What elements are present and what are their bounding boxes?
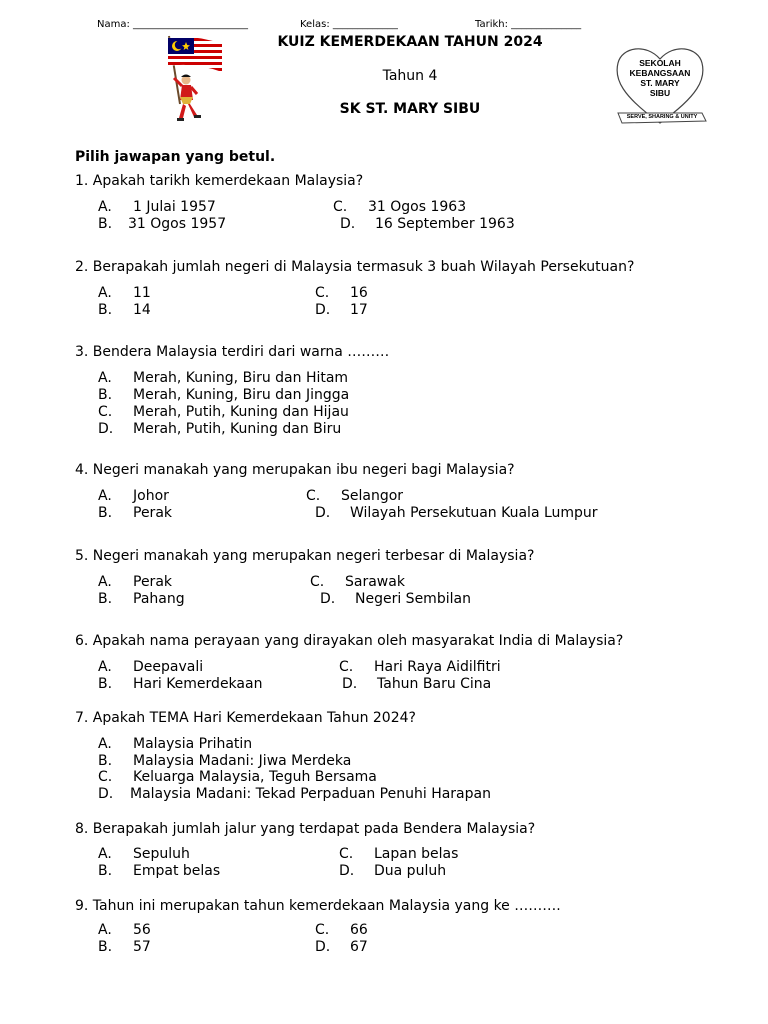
option-7c: C. Keluarga Malaysia, Teguh Bersama xyxy=(98,769,377,785)
question-2: 2. Berapakah jumlah negeri di Malaysia termasuk 3 buah Wilayah Persekutuan? xyxy=(75,259,635,275)
question-8: 8. Berapakah jumlah jalur yang terdapat pada Bendera Malaysia? xyxy=(75,821,536,837)
option-3a: A. Merah, Kuning, Biru dan Hitam xyxy=(98,370,349,386)
option-5d: D. Negeri Sembilan xyxy=(320,591,471,607)
question-5: 5. Negeri manakah yang merupakan negeri terbesar di Malaysia? xyxy=(75,548,535,564)
option-2a: A. 11 xyxy=(98,285,151,301)
option-1c: C. 31 Ogos 1963 xyxy=(333,199,467,215)
logo-text-line4: SIBU xyxy=(649,88,671,98)
school-name: SK ST. MARY SIBU xyxy=(339,101,481,117)
option-4a: A. Johor xyxy=(98,488,169,504)
option-7b: B. Malaysia Madani: Jiwa Merdeka xyxy=(98,753,352,769)
logo-motto: SERVE, SHARING & UNITY xyxy=(626,114,698,120)
question-7: 7. Apakah TEMA Hari Kemerdekaan Tahun 2024? xyxy=(75,710,416,726)
question-1: 1. Apakah tarikh kemerdekaan Malaysia? xyxy=(75,173,364,189)
page-title: KUIZ KEMERDEKAAN TAHUN 2024 xyxy=(277,34,543,50)
question-3: 3. Bendera Malaysia terdiri dari warna ……… xyxy=(75,344,390,360)
option-9c: C. 66 xyxy=(315,922,368,938)
question-4: 4. Negeri manakah yang merupakan ibu negeri bagi Malaysia? xyxy=(75,462,515,478)
question-9: 9. Tahun ini merupakan tahun kemerdekaan Malaysia yang ke ………. xyxy=(75,898,561,914)
school-logo xyxy=(612,41,708,131)
question-6: 6. Apakah nama perayaan yang dirayakan oleh masyarakat India di Malaysia? xyxy=(75,633,624,649)
logo-text-line2: KEBANGSAAN xyxy=(629,68,691,78)
instruction: Pilih jawapan yang betul. xyxy=(75,149,276,165)
option-9d: D. 67 xyxy=(315,939,368,955)
option-9a: A. 56 xyxy=(98,922,151,938)
option-5a: A. Perak xyxy=(98,574,172,590)
option-2d: D. 17 xyxy=(315,302,368,318)
option-6c: C. Hari Raya Aidilfitri xyxy=(339,659,501,675)
option-8a: A. Sepuluh xyxy=(98,846,190,862)
option-5b: B. Pahang xyxy=(98,591,185,607)
class-label: Tahun 4 xyxy=(382,68,438,84)
option-1b: B. 31 Ogos 1957 xyxy=(98,216,227,232)
option-8b: B. Empat belas xyxy=(98,863,221,879)
option-3c: C. Merah, Putih, Kuning dan Hijau xyxy=(98,404,349,420)
option-7a: A. Malaysia Prihatin xyxy=(98,736,253,752)
option-3b: B. Merah, Kuning, Biru dan Jingga xyxy=(98,387,350,403)
option-1d: D. 16 September 1963 xyxy=(340,216,515,232)
option-6a: A. Deepavali xyxy=(98,659,204,675)
option-6b: B. Hari Kemerdekaan xyxy=(98,676,263,692)
option-7d: D. Malaysia Madani: Tekad Perpaduan Penuhi Harapan xyxy=(98,786,491,802)
nama-field: Nama: _______________________ xyxy=(97,19,249,30)
kelas-field: Kelas: _____________ xyxy=(300,19,398,30)
option-4d: D. Wilayah Persekutuan Kuala Lumpur xyxy=(315,505,598,521)
tarikh-field: Tarikh: ______________ xyxy=(475,19,582,30)
option-4c: C. Selangor xyxy=(306,488,404,504)
logo-text-line3: ST. MARY xyxy=(640,78,680,88)
option-3d: D. Merah, Putih, Kuning dan Biru xyxy=(98,421,342,437)
logo-text-line1: SEKOLAH xyxy=(639,58,681,68)
option-4b: B. Perak xyxy=(98,505,172,521)
option-8d: D. Dua puluh xyxy=(339,863,447,879)
option-2b: B. 14 xyxy=(98,302,151,318)
option-9b: B. 57 xyxy=(98,939,151,955)
option-1a: A. 1 Julai 1957 xyxy=(98,199,216,215)
option-5c: C. Sarawak xyxy=(310,574,405,590)
option-6d: D. Tahun Baru Cina xyxy=(342,676,492,692)
option-2c: C. 16 xyxy=(315,285,368,301)
option-8c: C. Lapan belas xyxy=(339,846,459,862)
